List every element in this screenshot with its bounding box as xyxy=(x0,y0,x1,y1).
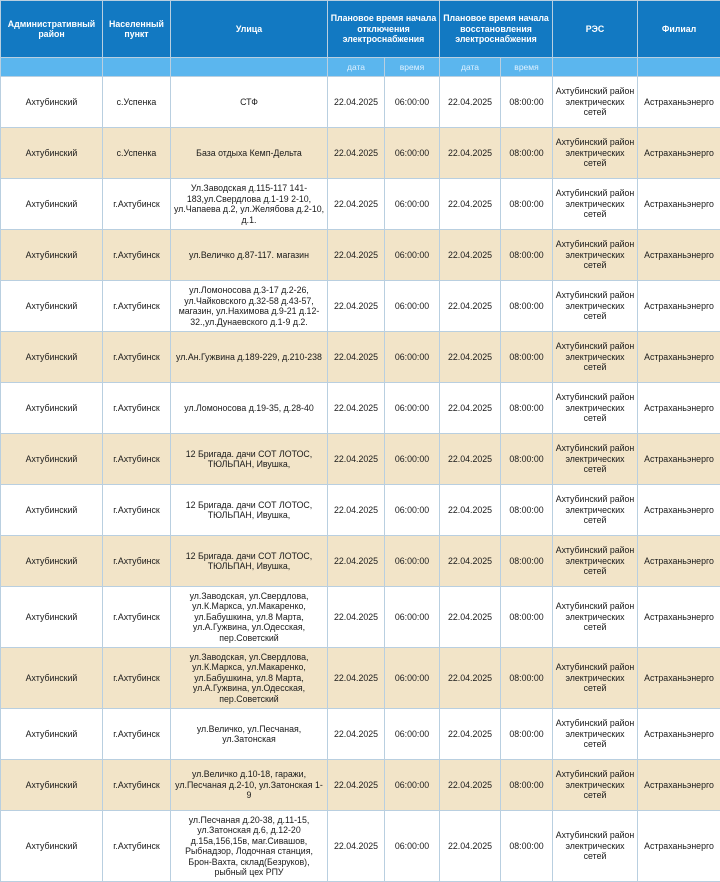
cell-branch: Астраханьэнерго xyxy=(638,760,720,811)
subheader-empty xyxy=(103,58,171,77)
cell-on-date: 22.04.2025 xyxy=(440,230,501,281)
cell-off-date: 22.04.2025 xyxy=(328,383,385,434)
cell-settlement: г.Ахтубинск xyxy=(103,760,171,811)
subheader-off-time: время xyxy=(385,58,440,77)
cell-off-time: 06:00:00 xyxy=(385,485,440,536)
cell-res: Ахтубинский район электрических сетей xyxy=(553,811,638,882)
cell-street: ул.Величко, ул.Песчаная, ул.Затонская xyxy=(171,709,328,760)
cell-district: Ахтубинский xyxy=(1,77,103,128)
cell-district: Ахтубинский xyxy=(1,760,103,811)
cell-branch: Астраханьэнерго xyxy=(638,230,720,281)
cell-off-date: 22.04.2025 xyxy=(328,77,385,128)
cell-settlement: г.Ахтубинск xyxy=(103,485,171,536)
cell-on-time: 08:00:00 xyxy=(501,128,553,179)
cell-off-time: 06:00:00 xyxy=(385,587,440,648)
header-planned-on: Плановое время начала восстановления электроснабжения xyxy=(440,1,553,58)
table-row xyxy=(1,485,720,536)
table-row xyxy=(1,811,720,882)
subheader-on-date: дата xyxy=(440,58,501,77)
cell-on-date: 22.04.2025 xyxy=(440,536,501,587)
cell-street: ул.Величко д.87-117. магазин xyxy=(171,230,328,281)
table-row xyxy=(1,536,720,587)
cell-district: Ахтубинский xyxy=(1,230,103,281)
cell-res: Ахтубинский район электрических сетей xyxy=(553,709,638,760)
cell-res: Ахтубинский район электрических сетей xyxy=(553,648,638,709)
cell-off-date: 22.04.2025 xyxy=(328,179,385,230)
cell-off-time: 06:00:00 xyxy=(385,811,440,882)
cell-on-time: 08:00:00 xyxy=(501,485,553,536)
header-street: Улица xyxy=(171,1,328,58)
header-settlement: Населенный пункт xyxy=(103,1,171,58)
cell-street: ул.Ан.Гужвина д.189-229, д.210-238 xyxy=(171,332,328,383)
cell-district: Ахтубинский xyxy=(1,811,103,882)
cell-on-time: 08:00:00 xyxy=(501,230,553,281)
cell-branch: Астраханьэнерго xyxy=(638,332,720,383)
cell-branch: Астраханьэнерго xyxy=(638,383,720,434)
cell-res: Ахтубинский район электрических сетей xyxy=(553,332,638,383)
cell-branch: Астраханьэнерго xyxy=(638,128,720,179)
header-planned-off: Плановое время начала отключения электроснабжения xyxy=(328,1,440,58)
cell-on-time: 08:00:00 xyxy=(501,648,553,709)
cell-branch: Астраханьэнерго xyxy=(638,648,720,709)
subheader-on-time: время xyxy=(501,58,553,77)
cell-off-time: 06:00:00 xyxy=(385,648,440,709)
cell-off-time: 06:00:00 xyxy=(385,760,440,811)
cell-off-date: 22.04.2025 xyxy=(328,332,385,383)
table-row xyxy=(1,230,720,281)
cell-street: База отдыха Кемп-Дельта xyxy=(171,128,328,179)
cell-settlement: г.Ахтубинск xyxy=(103,281,171,332)
cell-settlement: г.Ахтубинск xyxy=(103,179,171,230)
cell-on-date: 22.04.2025 xyxy=(440,332,501,383)
cell-street: ул.Заводская, ул.Свердлова, ул.К.Маркса, ул.Макаренко, ул.Бабушкина, ул.8 Марта, ул.А.Гужвина, ул.Одесская, пер.Советский xyxy=(171,648,328,709)
cell-street: ул.Ломоносова д.19-35, д.28-40 xyxy=(171,383,328,434)
cell-off-date: 22.04.2025 xyxy=(328,760,385,811)
subheader-empty xyxy=(553,58,638,77)
cell-off-time: 06:00:00 xyxy=(385,434,440,485)
cell-on-date: 22.04.2025 xyxy=(440,760,501,811)
cell-res: Ахтубинский район электрических сетей xyxy=(553,587,638,648)
cell-street: Ул.Заводская д.115-117 141-183,ул.Свердлова д.1-19 2-10, ул.Чапаева д.2, ул.Желябова д.2-10, д.1. xyxy=(171,179,328,230)
cell-on-time: 08:00:00 xyxy=(501,709,553,760)
header-res: РЭС xyxy=(553,1,638,58)
cell-street: ул.Заводская, ул.Свердлова, ул.К.Маркса, ул.Макаренко, ул.Бабушкина, ул.8 Марта, ул.А.Гужвина, ул.Одесская, пер.Советский xyxy=(171,587,328,648)
cell-district: Ахтубинский xyxy=(1,179,103,230)
cell-settlement: г.Ахтубинск xyxy=(103,383,171,434)
cell-district: Ахтубинский xyxy=(1,281,103,332)
cell-street: ул.Величко д.10-18, гаражи, ул.Песчаная д.2-10, ул.Затонская 1-9 xyxy=(171,760,328,811)
cell-district: Ахтубинский xyxy=(1,485,103,536)
cell-branch: Астраханьэнерго xyxy=(638,811,720,882)
cell-settlement: г.Ахтубинск xyxy=(103,332,171,383)
cell-settlement: г.Ахтубинск xyxy=(103,536,171,587)
cell-res: Ахтубинский район электрических сетей xyxy=(553,536,638,587)
table-row xyxy=(1,281,720,332)
subheader-empty xyxy=(638,58,720,77)
cell-street: СТФ xyxy=(171,77,328,128)
cell-street: 12 Бригада. дачи СОТ ЛОТОС, ТЮЛЬПАН, Ивушка, xyxy=(171,485,328,536)
cell-off-time: 06:00:00 xyxy=(385,709,440,760)
cell-settlement: с.Успенка xyxy=(103,128,171,179)
cell-off-date: 22.04.2025 xyxy=(328,230,385,281)
table-row xyxy=(1,434,720,485)
subheader-empty xyxy=(171,58,328,77)
table-body xyxy=(1,77,720,882)
cell-settlement: с.Успенка xyxy=(103,77,171,128)
cell-on-date: 22.04.2025 xyxy=(440,648,501,709)
table-row xyxy=(1,77,720,128)
cell-branch: Астраханьэнерго xyxy=(638,536,720,587)
cell-district: Ахтубинский xyxy=(1,128,103,179)
cell-branch: Астраханьэнерго xyxy=(638,77,720,128)
cell-on-time: 08:00:00 xyxy=(501,760,553,811)
header-branch: Филиал xyxy=(638,1,720,58)
cell-settlement: г.Ахтубинск xyxy=(103,648,171,709)
cell-on-time: 08:00:00 xyxy=(501,434,553,485)
cell-res: Ахтубинский район электрических сетей xyxy=(553,760,638,811)
cell-off-time: 06:00:00 xyxy=(385,179,440,230)
cell-on-date: 22.04.2025 xyxy=(440,179,501,230)
cell-res: Ахтубинский район электрических сетей xyxy=(553,230,638,281)
table-row xyxy=(1,587,720,648)
cell-district: Ахтубинский xyxy=(1,332,103,383)
cell-off-time: 06:00:00 xyxy=(385,332,440,383)
cell-district: Ахтубинский xyxy=(1,536,103,587)
cell-street: ул.Ломоносова д.3-17 д.2-26, ул.Чайковского д.32-58 д.43-57, магазин, ул.Нахимова д.9-21 д.12-32.,ул.Дунаевского д.1-9 д.2. xyxy=(171,281,328,332)
cell-res: Ахтубинский район электрических сетей xyxy=(553,434,638,485)
cell-on-time: 08:00:00 xyxy=(501,77,553,128)
cell-on-time: 08:00:00 xyxy=(501,811,553,882)
cell-settlement: г.Ахтубинск xyxy=(103,434,171,485)
cell-street: 12 Бригада. дачи СОТ ЛОТОС, ТЮЛЬПАН, Ивушка, xyxy=(171,536,328,587)
header-district: Административный район xyxy=(1,1,103,58)
cell-on-date: 22.04.2025 xyxy=(440,128,501,179)
cell-off-date: 22.04.2025 xyxy=(328,811,385,882)
cell-district: Ахтубинский xyxy=(1,383,103,434)
cell-branch: Астраханьэнерго xyxy=(638,485,720,536)
cell-on-time: 08:00:00 xyxy=(501,383,553,434)
cell-off-date: 22.04.2025 xyxy=(328,648,385,709)
table-row xyxy=(1,760,720,811)
cell-off-date: 22.04.2025 xyxy=(328,587,385,648)
subheader-empty xyxy=(1,58,103,77)
cell-settlement: г.Ахтубинск xyxy=(103,230,171,281)
cell-on-date: 22.04.2025 xyxy=(440,709,501,760)
table-row xyxy=(1,383,720,434)
cell-off-time: 06:00:00 xyxy=(385,383,440,434)
cell-street: ул.Песчаная д.20-38, д.11-15, ул.Затонская д.6, д.12-20 д.15а,156,15в, маг.Сивашов, Рыбнадзор, Лодочная станция, Брон-Вахта, склад(Безруков), рыбный цех РПУ xyxy=(171,811,328,882)
cell-on-date: 22.04.2025 xyxy=(440,77,501,128)
cell-on-date: 22.04.2025 xyxy=(440,587,501,648)
cell-off-time: 06:00:00 xyxy=(385,230,440,281)
cell-branch: Астраханьэнерго xyxy=(638,281,720,332)
cell-res: Ахтубинский район электрических сетей xyxy=(553,77,638,128)
table-row xyxy=(1,179,720,230)
cell-off-date: 22.04.2025 xyxy=(328,709,385,760)
cell-off-date: 22.04.2025 xyxy=(328,485,385,536)
cell-branch: Астраханьэнерго xyxy=(638,587,720,648)
cell-res: Ахтубинский район электрических сетей xyxy=(553,179,638,230)
cell-on-time: 08:00:00 xyxy=(501,281,553,332)
cell-on-time: 08:00:00 xyxy=(501,332,553,383)
subheader-off-date: дата xyxy=(328,58,385,77)
cell-off-date: 22.04.2025 xyxy=(328,281,385,332)
cell-on-time: 08:00:00 xyxy=(501,536,553,587)
cell-off-date: 22.04.2025 xyxy=(328,434,385,485)
table-row xyxy=(1,648,720,709)
cell-district: Ахтубинский xyxy=(1,709,103,760)
cell-on-time: 08:00:00 xyxy=(501,179,553,230)
cell-res: Ахтубинский район электрических сетей xyxy=(553,485,638,536)
cell-res: Ахтубинский район электрических сетей xyxy=(553,128,638,179)
cell-settlement: г.Ахтубинск xyxy=(103,587,171,648)
table-row xyxy=(1,709,720,760)
cell-branch: Астраханьэнерго xyxy=(638,179,720,230)
table-row xyxy=(1,128,720,179)
cell-off-time: 06:00:00 xyxy=(385,128,440,179)
cell-res: Ахтубинский район электрических сетей xyxy=(553,281,638,332)
cell-on-date: 22.04.2025 xyxy=(440,281,501,332)
cell-branch: Астраханьэнерго xyxy=(638,434,720,485)
cell-on-date: 22.04.2025 xyxy=(440,811,501,882)
cell-on-date: 22.04.2025 xyxy=(440,434,501,485)
cell-settlement: г.Ахтубинск xyxy=(103,811,171,882)
cell-branch: Астраханьэнерго xyxy=(638,709,720,760)
cell-settlement: г.Ахтубинск xyxy=(103,709,171,760)
cell-district: Ахтубинский xyxy=(1,587,103,648)
cell-district: Ахтубинский xyxy=(1,434,103,485)
cell-off-date: 22.04.2025 xyxy=(328,536,385,587)
cell-on-date: 22.04.2025 xyxy=(440,383,501,434)
cell-on-time: 08:00:00 xyxy=(501,587,553,648)
cell-street: 12 Бригада. дачи СОТ ЛОТОС, ТЮЛЬПАН, Ивушка, xyxy=(171,434,328,485)
table-row xyxy=(1,332,720,383)
cell-off-time: 06:00:00 xyxy=(385,77,440,128)
cell-res: Ахтубинский район электрических сетей xyxy=(553,383,638,434)
cell-on-date: 22.04.2025 xyxy=(440,485,501,536)
cell-off-date: 22.04.2025 xyxy=(328,128,385,179)
cell-off-time: 06:00:00 xyxy=(385,281,440,332)
cell-district: Ахтубинский xyxy=(1,648,103,709)
table-header xyxy=(1,1,720,77)
cell-off-time: 06:00:00 xyxy=(385,536,440,587)
